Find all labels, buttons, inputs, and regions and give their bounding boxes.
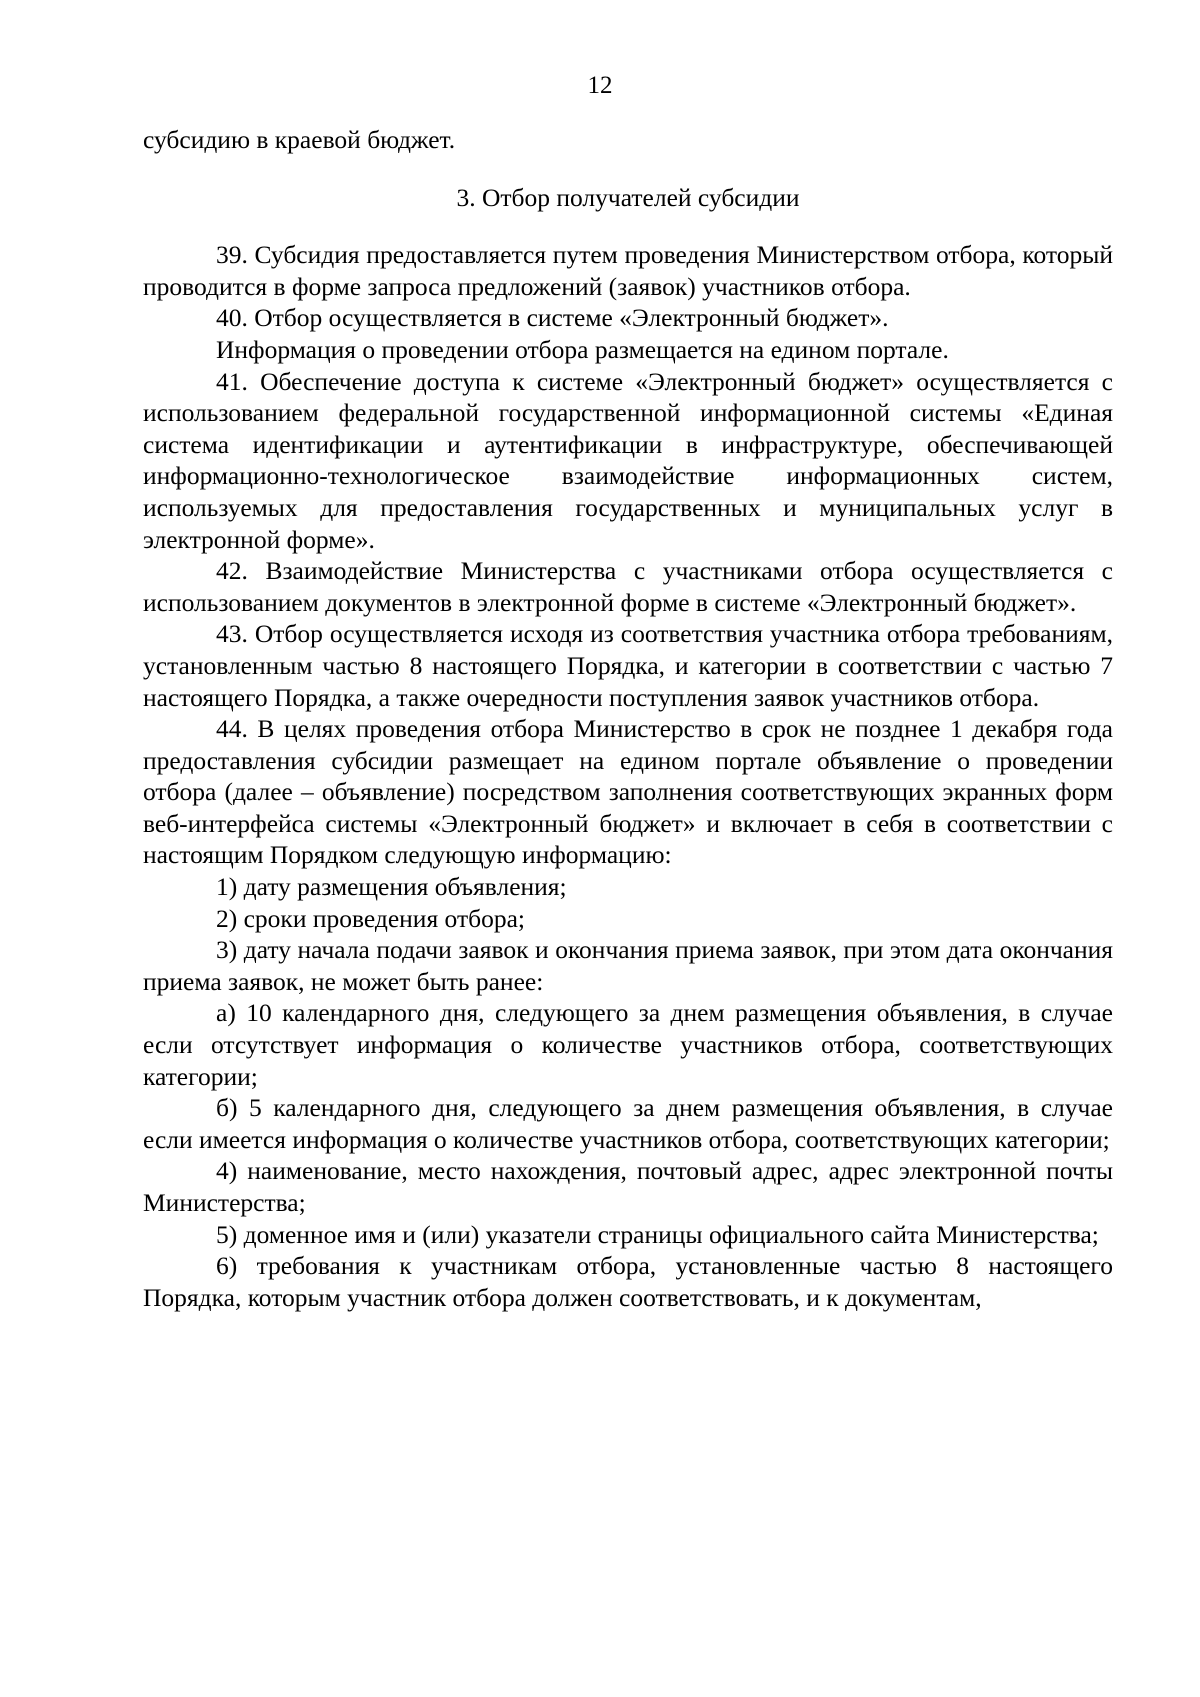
paragraph-40: 40. Отбор осуществляется в системе «Электронный бюджет». [216,303,889,333]
paragraph-42: 42. Взаимодействие Министерства с участниками отбора осуществляется с использованием документов в электронной форме в системе «Электронный бюджет». [143,556,1113,617]
document-body [143,124,1113,1313]
list-subitem-b: б) 5 календарного дня, следующего за днем размещения объявления, в случае если имеется информация о количестве участников отбора, соответствующих категории; [143,1093,1113,1154]
list-item-4: 4) наименование, место нахождения, почтовый адрес, адрес электронной почты Министерства; [143,1156,1113,1217]
paragraph-43: 43. Отбор осуществляется исходя из соответствия участника отбора требованиям, установленным частью 8 настоящего Порядка, и категории в соответствии с частью 7 настоящего Порядка, а также очередности поступления заявок участников отбора. [143,619,1113,712]
paragraph-41: 41. Обеспечение доступа к системе «Электронный бюджет» осуществляется с использованием федеральной государственной информационной системы «Единая система идентификации и аутентификации в инфраструктуре, обеспечивающей информационно-технологическое взаимодействие информационных систем, используемых для предоставления государственных и муниципальных услуг в электронной форме». [143,366,1113,554]
list-subitem-a: а) 10 календарного дня, следующего за днем размещения объявления, в случае если отсутствует информация о количестве участников отбора, соответствующих категории; [143,998,1113,1091]
paragraph-39: 39. Субсидия предоставляется путем проведения Министерством отбора, который проводится в форме запроса предложений (заявок) участников отбора. [143,240,1113,301]
section-title: 3. Отбор получателей субсидии [456,182,800,212]
paragraph-continuation: субсидию в краевой бюджет. [143,125,456,154]
list-item-6: 6) требования к участникам отбора, установленные частью 8 настоящего Порядка, которым участник отбора должен соответствовать, и к документам, [143,1251,1113,1312]
paragraph-40-info: Информация о проведении отбора размещается на едином портале. [216,334,949,364]
paragraph-44: 44. В целях проведения отбора Министерство в срок не позднее 1 декабря года предоставления субсидии размещает на едином портале объявление о проведении отбора (далее – объявление) посредством заполнения соответствующих экранных форм веб-интерфейса системы «Электронный бюджет» и включает в себя в соответствии с настоящим Порядком следующую информацию: [143,714,1113,870]
list-item-2: 2) сроки проведения отбора; [216,903,525,933]
page-number: 12 [587,72,613,99]
list-item-3: 3) дату начала подачи заявок и окончания приема заявок, при этом дата окончания приема заявок, не может быть ранее: [143,935,1113,996]
list-item-1: 1) дату размещения объявления; [216,872,567,902]
list-item-5: 5) доменное имя и (или) указатели страницы официального сайта Министерства; [216,1219,1099,1249]
